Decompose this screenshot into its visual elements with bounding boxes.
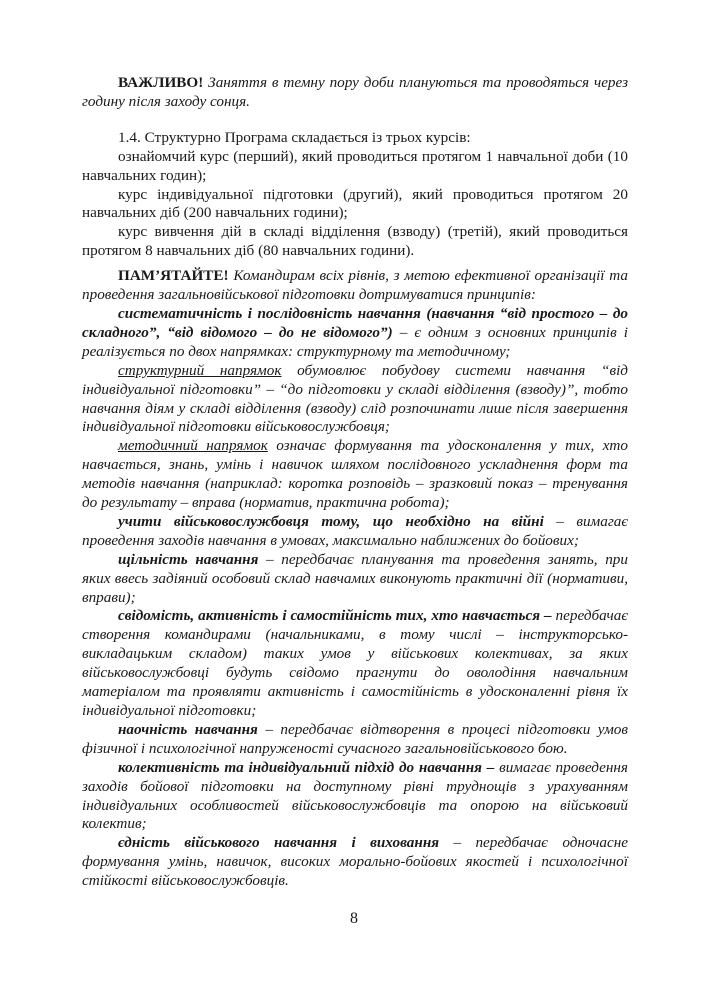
paragraph — [82, 362, 628, 438]
bold-term: єдність військового навчання і виховання — [118, 834, 440, 852]
paragraph — [82, 834, 628, 891]
underlined-term: методичний напрямок — [118, 437, 268, 455]
paragraph-text: – є одним з основних принципів і реалізується по двох напрямках: структурному та методичному; — [82, 323, 628, 360]
paragraph-text: 1.4. Структурно Програма складається із трьох курсів: — [118, 128, 471, 146]
bold-term: учити військовослужбовця тому, що необхідно на війні — [118, 512, 544, 530]
paragraph-text: – передбачає відтворення в процесі підготовки умов фізичної і психологічної напруженості сучасного загальновійськового бою. — [82, 720, 628, 757]
paragraph-text: – вимагає проведення заходів навчання в умовах, максимально наближених до бойових; — [82, 512, 628, 549]
paragraph — [82, 437, 628, 513]
paragraph — [82, 721, 628, 759]
paragraph — [82, 129, 628, 148]
paragraph-text: означає формування та удосконалення у тих, хто навчається, знань, умінь і навичок шляхом послідовного ускладнення форм та методів навчання (наприклад: коротка розповідь – зразковий показ – тренування до результату – вправа (норматив, практична робота); — [82, 437, 628, 512]
bold-term: свідомість, активність і самостійність тих, хто навчається – — [118, 607, 552, 625]
paragraph-text: ознайомчий курс (перший), який проводиться протягом 1 навчальної доби (10 навчальних годин); — [82, 147, 628, 184]
paragraph-text: Командирам всіх рівнів, з метою ефективної організації та проведення загальновійськової підготовки дотримуватися принципів: — [82, 267, 628, 304]
paragraph-text: – передбачає одночасне формування умінь, навичок, високих морально-бойових якостей і психологічної стійкості військовослужбовців. — [82, 834, 628, 890]
paragraph — [82, 551, 628, 608]
page-number: 8 — [350, 910, 358, 927]
paragraph-text: передбачає створення командирами (начальниками, в тому числі – інструкторсько-викладацьким складом) таких умов у військових колективах, за яких військовослужбовці будуть свідомо прагнути до оволодіння навчальним матеріалом та проявляти активність і самостійність в удосконаленні рівня їх індивідуальної підготовки; — [82, 607, 628, 719]
bold-term: щільність навчання — [118, 550, 259, 568]
paragraph-text: вимагає проведення заходів бойової підготовки на доступному рівні труднощів з урахуванням індивідуальних особливостей військовослужбовців та опорою на військовий колектив; — [82, 758, 628, 833]
bold-term: ВАЖЛИВО! — [118, 74, 209, 91]
paragraph-text: курс індивідуальної підготовки (другий), який проводиться протягом 20 навчальних діб (200 навчальних години); — [82, 185, 628, 222]
paragraph — [82, 607, 628, 720]
paragraph — [82, 223, 628, 261]
paragraph — [82, 267, 628, 305]
paragraph-text: – передбачає планування та проведення занять, при яких ввесь задіяний особовий склад навчамих виконують практичні дії (нормативи, вправи); — [82, 550, 628, 606]
document-body — [82, 74, 628, 891]
paragraph-text: Заняття в темну пору доби плануються та проводяться через годину після заходу сонця. — [82, 74, 628, 110]
bold-term: систематичність і послідовність навчання (навчання “від простого – до складного”, “від відомого – до не відомого”) — [82, 304, 628, 341]
paragraph — [82, 759, 628, 835]
paragraph — [82, 186, 628, 224]
paragraph — [82, 305, 628, 362]
paragraph-text: обумовлює побудову системи навчання “від індивідуальної підготовки” – “до підготовки у складі відділення (взводу)”, тобто навчання діям у складі відділення (взводу) слід розпочинати лише після завершення індивідуальної підготовки військовослужбовця; — [82, 361, 628, 436]
bold-term: наочність навчання — [118, 720, 258, 738]
paragraph — [82, 74, 628, 112]
paragraph — [82, 513, 628, 551]
paragraph-text: курс вивчення дій в складі відділення (взводу) (третій), який проводиться протягом 8 навчальних діб (80 навчальних години). — [82, 223, 628, 260]
underlined-term: структурний напрямок — [118, 361, 282, 379]
paragraph — [82, 148, 628, 186]
bold-term: колективність та індивідуальний підхід до навчання – — [118, 758, 495, 776]
bold-term: ПАМ’ЯТАЙТЕ! — [118, 267, 234, 285]
